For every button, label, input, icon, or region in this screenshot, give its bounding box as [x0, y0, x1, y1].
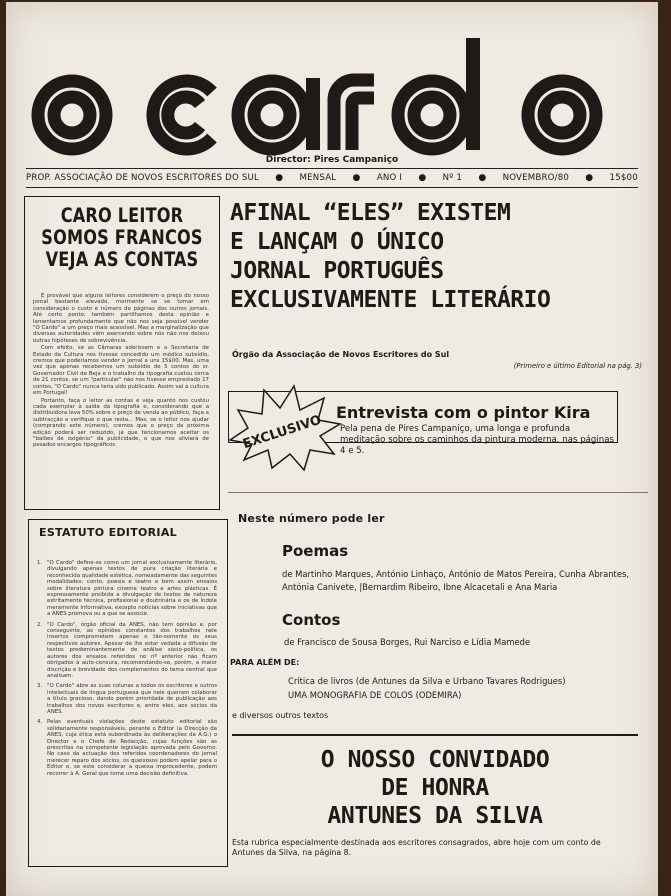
bullet-icon: ●	[585, 173, 594, 183]
list-item	[37, 719, 217, 777]
headline-line: E LANÇAM O ÚNICO	[230, 229, 444, 255]
convidado-headline	[232, 746, 638, 830]
item-text: "O Cardo" define-se como um jornal exclusivamente literário, divulgando apenas textos de pura criação literária e reconhecida qualidade estética, nomeadamente das seguintes modalidades: conto, poesia e teatro e bem assim ensaios sobre literatura pintura cinema teatro e artes plásticas. É expressamente proibida a divulgação de textos de natureza estritamente técnica, profissional e doutrinária e os de índole meramente informativa, excepto notícias sobre iniciativas que a ANES promova ou a que se associe.	[47, 560, 217, 618]
bullet-icon: ●	[275, 173, 284, 183]
orgao-subtitle: Órgão da Associação de Novos Escritores do Sul	[232, 350, 450, 359]
list-item	[37, 683, 217, 715]
contos-heading: Contos	[282, 611, 341, 629]
list-item	[37, 560, 217, 618]
info-year: ANO I	[376, 173, 403, 183]
headline-line: DE HONRA	[381, 775, 489, 801]
headline-line: AFINAL “ELES” EXISTEM	[230, 200, 511, 226]
estatuto-title: ESTATUTO EDITORIAL	[39, 526, 177, 539]
contents-heading: Neste número pode ler	[238, 512, 385, 525]
caro-leitor-box	[24, 196, 220, 510]
director-line: Director: Pires Campaniço	[265, 155, 399, 165]
newspaper-page	[6, 2, 658, 896]
title-line: CARO LEITOR	[60, 204, 184, 227]
title-line: SOMOS FRANCOS	[41, 226, 203, 249]
paragraph: Com efeito, se as Câmaras aderissem e a Secretaria de Estado da Cultura nos tivesse concedido um módico subsídio, cremos que poderíamos vender o jornal a uns 15$00. Mas, uma vez que apenas recebemos um subsídio de 5 contos do sr. Governador Civil de Beja e o trabalho da tipografia custou cerca de 21 contos, se um "particular" não nos tivesse emprestado 17 contos, "O Cardo" nunca teria sido publicado. Assim vai a cultura em Portugal!	[33, 345, 209, 397]
bullet-icon: ●	[478, 173, 487, 183]
masthead-info-bar	[26, 168, 638, 188]
main-headline	[230, 199, 650, 315]
diversos-item: e diversos outros textos	[232, 711, 329, 720]
exclusivo-badge-text: EXCLUSIVO	[241, 412, 324, 453]
item-number: 4.	[37, 719, 43, 726]
kira-title: Entrevista com o pintor Kira	[336, 403, 591, 422]
contos-authors: de Francisco de Sousa Borges, Rui Narciso e Lídia Mamede	[284, 637, 531, 647]
headline-line: EXCLUSIVAMENTE LITERÁRIO	[230, 287, 551, 313]
bullet-icon: ●	[418, 173, 427, 183]
info-issue: Nº 1	[442, 173, 463, 183]
convidado-rubrica: Esta rubrica especialmente destinada aos escritores consagrados, abre hoje com um conto de Antunes da Silva, na página 8.	[232, 838, 601, 857]
poemas-authors: de Martinho Marques, António Linhaço, António de Matos Pereira, Cunha Abrantes, Antónia Canivete, |Bernardim Ribeiro, Ibne Alcacetali e Ana Maria	[282, 569, 630, 592]
caro-leitor-title	[33, 205, 211, 271]
estatuto-editorial-box	[28, 519, 228, 867]
item-text: "O Cardo", órgão oficial da ANES, não tem opinião e, por conseguinte, as opiniões constantes dos trabalhos nele insertos comprometem apenas e tão-somente os seus respectivos autores. Apesar de lhe estar vedada a difusão de textos predominantemente de análise sócio-política, os autores dos ensaios referidos no nº anterior não ficam obrigados à auto-censura, recomendando-se, porém, a maior discrição e brevidade dos complementos do tema central que analisam.	[47, 621, 217, 679]
poemas-heading: Poemas	[282, 542, 349, 560]
headline-line: JORNAL PORTUGUÊS	[230, 258, 444, 284]
item-number: 2.	[37, 621, 43, 628]
monografia-item: UMA MONOGRAFIA DE COLOS (ODEMIRA)	[288, 690, 462, 700]
info-frequency: MENSAL	[299, 173, 337, 183]
item-text: "O Cardo" abre as suas colunas a todos os escritores e outros intelectuais de língua portuguesa que nele queiram colaborar a título gracioso, dando porém prioridade de publicação aos trabalhos dos novos escritores e, entre eles, aos sócios da ANES.	[47, 683, 217, 715]
masthead-logo	[22, 30, 622, 155]
editorial-note: (Primeiro e último Editorial na pág. 3)	[513, 362, 642, 370]
alem-heading: PARA ALÉM DE:	[230, 658, 300, 667]
item-number: 1.	[37, 560, 43, 566]
headline-line: O NOSSO CONVIDADO	[320, 747, 550, 773]
section-rule	[232, 734, 638, 736]
title-line: VEJA AS CONTAS	[45, 248, 199, 271]
item-text: Pelas eventuais violações deste estatuto editorial são solidariamente responsáveis, perante o Editor (a Direcção da ANES, cuja ética está subordinada às deliberações da A.G.) o Director e o Chefe de Redacção, cujas funções são as prescritas na competente legislação aprovada pelo Governo. No caso da actuação dos referidos coordenadores do jornal merecer reparo dos sócios, os queixosos podem apelar para o Editor e, se este considerar a queixa improcedente, podem recorrer à A. Geral que tome uma decisão definitiva.	[47, 719, 217, 777]
list-item	[37, 622, 217, 680]
estatuto-list	[37, 560, 217, 781]
info-price: 15$00	[609, 173, 638, 183]
headline-line: ANTUNES DA SILVA	[327, 803, 543, 829]
caro-leitor-body	[33, 293, 209, 450]
paragraph: Portanto, faça o leitor as contas e veja quanto nos custou cada exemplar à saída da tipografia e, considerando que a distribuidora leva 50% sobre o preço de venda ao público, faça a subtracção e verifique o que resta... Mas, se o leitor nos ajudar (comprando este número), cremos que o preço da próxima edição poderá ser reduzido, já que tencionamos aceitar os "balões de oxigénio" da publicidade, o que nos aliviará de pesados encargos tipográficos.	[33, 397, 209, 449]
bullet-icon: ●	[352, 173, 361, 183]
paragraph: É provável que alguns leitores considerem o preço do nosso jornal bastante elevado, mormente se se tomar em consideração o custo e número de páginas dos outros jornais. Até certo ponto, também partilhamos desta opinião e lamentamos profundamente que não nos seja possível vender "O Cardo" a um preço mais acessível. Mas a marginalização que diversas autoridades vêm exercendo sobre nós não nos deixou outras hipóteses de sobrevivência.	[33, 293, 209, 344]
critica-item: Crítica de livros (de Antunes da Silva e Urbano Tavares Rodrigues)	[288, 676, 566, 686]
kira-text: Pela pena de Pires Campaniço, uma longa e profunda meditação sobre os caminhos da pintura moderna, nas páginas 4 e 5.	[340, 424, 614, 456]
info-owner: PROP. ASSOCIAÇÃO DE NOVOS ESCRITORES DO SUL	[26, 173, 260, 183]
item-number: 3.	[37, 683, 43, 690]
info-date: NOVEMBRO/80	[502, 173, 570, 183]
section-divider	[228, 492, 648, 493]
exclusivo-starburst-icon	[224, 380, 344, 472]
